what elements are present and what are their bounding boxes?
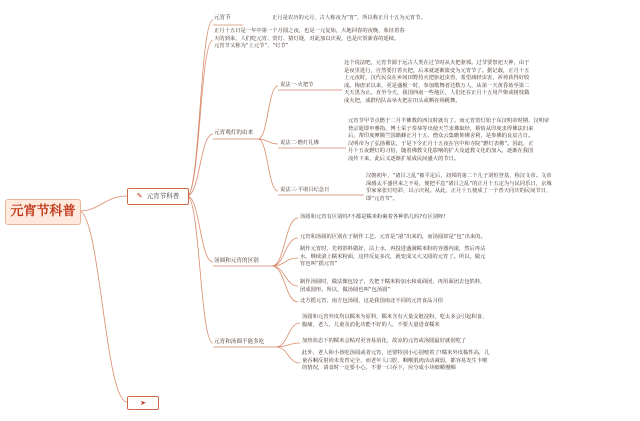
branch-yuanxiao-label: 元宵节 [214,15,231,21]
notes-label: 元宵和汤圆不能多吃 [214,339,265,345]
origin-item-text-3: 汉朝初年，“诸吕之乱”被平定后，刘邦的第二个儿子刘恒登基，称汉文帝。文帝 深感太平盛世来之不易，便把平息“诸吕之乱”的正月十五定为与民同乐日，京城 里家家张灯结彩，以示庆祝。从此，正月十五便成了一个普天同庆的民间节日， 即“元宵节”。 [366,173,552,202]
origin-item-label-2: 说法二·燃灯礼佛 [280,140,319,146]
hub-node-send[interactable] [127,396,159,410]
diff-label: 汤圆和元宵的区别 [214,258,259,264]
root-title: 元宵节科普 [10,204,76,219]
root-node[interactable] [5,199,81,225]
hub-node[interactable] [127,188,189,205]
notes-item-3: 此外，老人和小孩吃汤圆或者元宵，还要特别小心别噎着了!糯米外皮黏性高，儿 童吞咽反射尚未发育完全，而老年人口腔、咽喉肌肉活动减弱，都容易发生卡喉 的情况，请食时一定要小心，不要一口吞下，应分成小块细嚼慢咽 [302,350,490,372]
origin-item-text-1: 这个说法吧，元宵节源于远古人类在过节时从火把驱邪。过节要祭祀天神，由于 是夜里进行，自然要打着火把，后来就逐渐演变为元宵节了。据记载，正月十五 上元夜时，汉代民众在乡间田野持火把驱赶虫兽，希望减轻虫害，祈祷获得好收 成。梅唐宋以来，更是盛极一时，参加歌舞者达数万人，从第一天黄昏始至第二 天天黑为止。直至今天，我国西南一些地区，人们还在正月十五用芦柴或树枝做 成火把，成群结队高举火把在田头或晒谷场跳舞。 [344,60,530,104]
origin-item-text-2: 元宵节甲节点燃于二月半佛教的西汉时就有了。而元宵赏灯始于东汉明帝时期，汉明帝 皆宗逝即申雅指，博士采子奏恭等出使天竺求佛取经，蔡愔从印度求得佛法归来 后，帮印度摩腾竺国籍蜂正月十五，僧众云集瞻仰佛舍利，是参佛的良辰吉日。 汉明帝为了弘扬佛法，于是下令正月十五夜在宫中和寺院“燃灯表佛”。因此，正 月十五夜燃灯的习俗，随着佛教文化影响的扩大及道教文化的加入，逐渐在我国 流传下来，此后又逐渐扩展成民间盛大的节日。 [348,118,550,162]
compass-icon: ✎ [136,192,143,200]
branch-yuanxiao-text: 正月是农历的元月，古人称夜为“宵”，所以称正月十五为元宵节。 [272,15,426,21]
origin-label: 元宵观灯的由来 [214,130,254,136]
diff-item-3: 制作元宵时，先将馅料做好，沾上水，再投进盛满糯米粉的容器内滚，然后再沾 水，继续滚上糯米粉面，这样反复多次，就变成又大又圆的元宵了。所以，做元 宵也叫“摇元宵” [300,246,486,268]
diff-item-5: 北方摇元宵，南方包汤圆，这是我国南北不同的元宵食品习俗 [300,298,444,304]
paper-plane-icon: ➤ [140,399,146,407]
diff-item-1: 汤圆和元宵有区别吗?不都是糯米粉裹着各种馅儿吗?有区别呀! [300,214,446,220]
diff-item-4: 制作汤圆时，做法像包饺子，先把干糯米粉加水和成面团，再用面团去包馅料， 团成圆形。所以，做汤圆也叫“包汤圆” [300,279,486,293]
origin-item-label-1: 说法一·火把节 [280,82,314,88]
diff-item-2: 元宵和汤圆的区别在于制作工艺，元宵是“滚”出来的，而汤圆却是“包”出来的。 [300,234,486,240]
notes-item-1: 汤圆和元宵外皮均以糯米为原料，糯米含有大量支链淀粉，吃太多会引起积食、 腹痛，老人、儿童及消化功能不好的人，不要大量进食糯米 [302,314,488,328]
hub-label: 元宵节科普 [146,192,180,200]
branch-intro-text: 正月十五日是一年中第一个月圆之夜，也是一元复始，大地回春的夜晚，象征着春 天的到来，人们吃元宵、赏灯、猜灯谜，对此加以庆祝，也是庆贺新春的延续。 元宵节又称为“上元节”、“灯节” [214,28,405,50]
notes-item-2: 加热状态下的糯米会粘对更容易消化，故凉的元宵或汤圆最好就别吃了 [302,338,467,344]
origin-item-label-3: 说法三·平诸吕纪念日 [280,187,330,193]
